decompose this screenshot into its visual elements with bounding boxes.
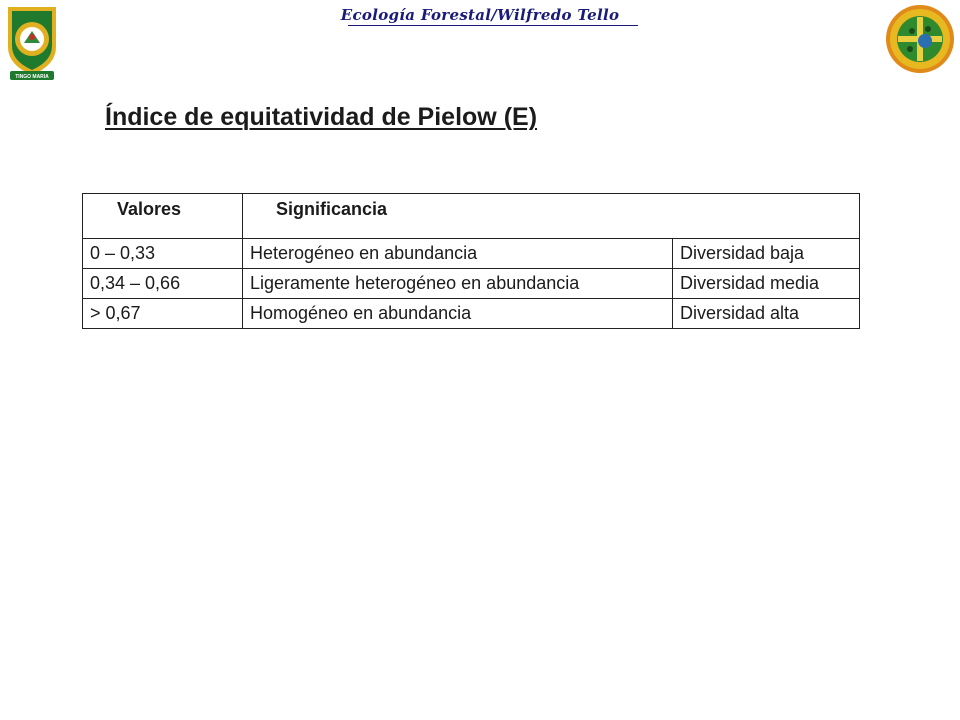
header-meaning: Significancia [243,194,860,239]
faculty-seal-icon [882,3,958,75]
cell-value: 0,34 – 0,66 [83,269,243,299]
cell-value: 0 – 0,33 [83,239,243,269]
table-header-row [83,194,860,239]
pielou-table [82,193,860,329]
slide-title: Índice de equitatividad de Pielow (E) [105,103,538,131]
cell-description: Ligeramente heterogéneo en abundancia [243,269,673,299]
header-title: Ecología Forestal/Wilfredo Tello [0,6,960,24]
cell-value: > 0,67 [83,299,243,329]
crest-caption: TINGO MARIA [15,74,49,80]
cell-diversity: Diversidad media [673,269,860,299]
cell-diversity: Diversidad alta [673,299,860,329]
table-row [83,239,860,269]
header-values: Valores [83,194,243,239]
table-row [83,299,860,329]
table-row [83,269,860,299]
cell-description: Homogéneo en abundancia [243,299,673,329]
cell-diversity: Diversidad baja [673,239,860,269]
cell-description: Heterogéneo en abundancia [243,239,673,269]
